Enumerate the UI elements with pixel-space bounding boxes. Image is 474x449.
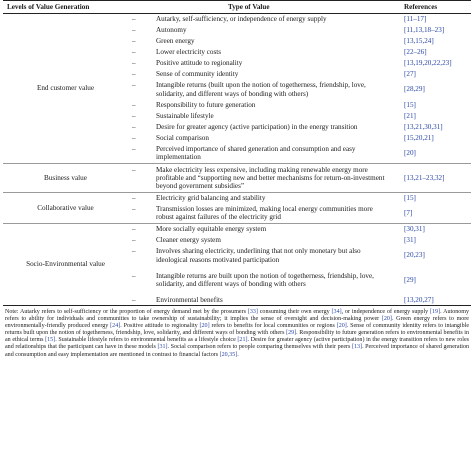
- note-text: . Sustainable lifestyle refers to environmental benefits as a lifestyle choice: [55, 337, 238, 344]
- type-of-value-cell: [128, 193, 396, 204]
- note-text: . Perceived importance of shared generation and consumption and easy implementation are mentioned in contrast to financial factors: [5, 344, 469, 358]
- references-cell[interactable]: [27]: [404, 69, 416, 78]
- header-levels: Levels of Value Generation: [7, 2, 90, 11]
- type-of-value-text: Transmission losses are minimized, making local energy communities more robust against failures of the electricity grid: [156, 205, 373, 222]
- dash-bullet: –: [132, 295, 136, 304]
- dash-bullet: –: [132, 58, 136, 67]
- type-of-value-cell: [128, 224, 396, 235]
- dash-bullet: –: [132, 145, 136, 154]
- dash-bullet: –: [132, 122, 136, 131]
- type-of-value-text: Desire for greater agency (active participation) in the energy transition: [156, 122, 358, 131]
- type-of-value-cell: [128, 133, 396, 144]
- type-of-value-text: Lower electricity costs: [156, 47, 222, 56]
- note-text: , or independence of energy supply: [341, 309, 431, 315]
- dash-bullet: –: [132, 25, 136, 34]
- citation-link[interactable]: [20]: [199, 323, 210, 330]
- dash-bullet: –: [132, 225, 136, 234]
- header-references: References: [404, 2, 438, 11]
- level-label: End customer value: [36, 84, 95, 93]
- type-of-value-text: Responsibility to future generation: [156, 100, 256, 109]
- table-row: [3, 193, 471, 204]
- type-of-value-cell: [128, 14, 396, 25]
- note-text: . Positive attitude to regionality: [120, 323, 200, 330]
- type-of-value-cell: [128, 266, 396, 295]
- citation-link[interactable]: [19]: [430, 309, 441, 315]
- citation-link[interactable]: [20]: [336, 323, 347, 330]
- type-of-value-text: More socially equitable energy system: [156, 225, 267, 234]
- type-of-value-text: Autarky, self-sufficiency, or independence of energy supply: [156, 15, 327, 24]
- header-type: Type of Value: [228, 2, 270, 11]
- table-body: [3, 14, 471, 306]
- type-of-value-text: Sustainable lifestyle: [156, 111, 214, 120]
- type-of-value-text: Green energy: [156, 36, 195, 45]
- type-of-value-text: Sense of community identity: [156, 69, 239, 78]
- dash-bullet: –: [132, 194, 136, 203]
- references-cell[interactable]: [13,21–23,32]: [396, 164, 471, 193]
- level-label: Socio-Environmental value: [3, 224, 128, 306]
- citation-link[interactable]: [21]: [237, 337, 248, 344]
- table-row: [3, 164, 471, 193]
- type-of-value-cell: [128, 122, 396, 133]
- type-of-value-cell: [128, 69, 396, 80]
- note-text: . Responsibility to future generation refers to environmental benefits in an ethical terms: [5, 330, 469, 344]
- note-text: . Desire for greater agency (active participation) in the energy transition refers to new roles and relationships that the participant can have in these models: [5, 337, 469, 351]
- type-of-value-text: Intangible returns (built upon the notion of togetherness, friendship, love, solidarity, and different ways of bonding with others): [156, 81, 366, 98]
- type-of-value-cell: [128, 164, 396, 193]
- note-text: . Sense of community identity refers to intangible returns built upon the notion of togetherness, friendship, love, solidarity, and different ways of bonding with others: [5, 323, 470, 337]
- dash-bullet: –: [132, 235, 136, 244]
- level-label: Business value: [3, 164, 128, 193]
- dash-bullet: –: [132, 81, 136, 90]
- value-generation-table: [3, 0, 471, 306]
- note-text: refers to benefits for local communities or regions: [209, 323, 337, 330]
- dash-bullet: –: [132, 271, 136, 280]
- type-of-value-cell: [128, 80, 396, 100]
- table-row: [3, 14, 471, 25]
- references-cell[interactable]: [15]: [396, 193, 471, 204]
- references-cell[interactable]: [20,23]: [404, 251, 425, 260]
- table-note: [3, 309, 471, 359]
- citation-link[interactable]: [31]: [157, 344, 168, 351]
- references-cell[interactable]: [15,20,21]: [404, 133, 434, 142]
- type-of-value-text: Cleaner energy system: [156, 235, 221, 244]
- citation-link[interactable]: [29]: [286, 330, 297, 337]
- type-of-value-cell: [128, 246, 396, 266]
- type-of-value-cell: [128, 36, 396, 47]
- references-cell[interactable]: [28,29]: [404, 85, 425, 94]
- dash-bullet: –: [132, 133, 136, 142]
- dash-bullet: –: [132, 165, 136, 174]
- level-label: Collaborative value: [3, 193, 128, 224]
- references-cell[interactable]: [30,31]: [396, 224, 471, 235]
- citation-link[interactable]: [20]: [381, 316, 392, 323]
- references-cell[interactable]: [20]: [404, 149, 416, 158]
- type-of-value-text: Intangible returns are built upon the notion of togetherness, friendship, love, solidarity, and different ways of bonding with others: [156, 271, 374, 288]
- citation-link[interactable]: [33]: [247, 309, 258, 315]
- references-cell[interactable]: [15]: [404, 100, 416, 109]
- dash-bullet: –: [132, 111, 136, 120]
- citation-link[interactable]: [13]: [351, 344, 363, 351]
- type-of-value-cell: [128, 235, 396, 246]
- note-text: . Autonomy refers to ability for individuals and communities to take ownership of sustainability; it implies the sense of oversight and decision-making power: [5, 309, 469, 323]
- references-cell[interactable]: [11,13,18–23]: [404, 25, 445, 34]
- type-of-value-text: Autonomy: [156, 25, 187, 34]
- type-of-value-text: Make electricity less expensive, including making renewable energy more profitable and “supporting new and better mechanisms for return-on-investment beyond government subsidies”: [156, 165, 385, 191]
- note-text: consuming their own energy: [257, 309, 332, 315]
- type-of-value-cell: [128, 144, 396, 164]
- dash-bullet: –: [132, 69, 136, 78]
- type-of-value-text: Perceived importance of shared generation and consumption and easy implementation: [156, 145, 356, 162]
- dash-bullet: –: [132, 47, 136, 56]
- type-of-value-cell: [128, 100, 396, 111]
- header-row: [3, 1, 471, 14]
- citation-link[interactable]: [24]: [110, 323, 121, 330]
- references-cell[interactable]: [7]: [404, 209, 413, 218]
- citation-link[interactable]: [34]: [331, 309, 342, 315]
- references-cell[interactable]: [13,21,30,31]: [404, 122, 443, 131]
- references-cell[interactable]: [22–26]: [404, 47, 427, 56]
- table-container: [3, 0, 471, 365]
- type-of-value-text: Positive attitude to regionality: [156, 58, 243, 67]
- type-of-value-text: Social comparison: [156, 133, 209, 142]
- references-cell[interactable]: [29]: [404, 275, 416, 284]
- references-cell[interactable]: [11–17]: [404, 15, 427, 24]
- type-of-value-cell: [128, 111, 396, 122]
- note-text: . Social comparison refers to people comparing themselves with their peers: [167, 344, 352, 351]
- dash-bullet: –: [132, 100, 136, 109]
- citation-link[interactable]: [20,35]: [219, 351, 238, 358]
- citation-link[interactable]: [15]: [45, 337, 56, 344]
- type-of-value-cell: [128, 25, 396, 36]
- note-text: Note: Autarky refers to self-sufficiency or the proportion of energy demand met by the prosumers: [5, 309, 248, 315]
- dash-bullet: –: [132, 36, 136, 45]
- dash-bullet: –: [132, 15, 136, 24]
- type-of-value-cell: [128, 47, 396, 58]
- type-of-value-cell: [128, 295, 396, 306]
- dash-bullet: –: [132, 205, 136, 214]
- references-cell[interactable]: [13,19,20,22,23]: [404, 58, 452, 67]
- note-text: . Green energy refers to more environmentally-friendly produced energy: [5, 316, 469, 330]
- references-cell[interactable]: [21]: [404, 111, 416, 120]
- note-text: .: [237, 351, 239, 358]
- references-cell[interactable]: [31]: [404, 235, 416, 244]
- type-of-value-text: Electricity grid balancing and stability: [156, 194, 266, 203]
- references-cell[interactable]: [13,20,27]: [404, 295, 434, 304]
- references-cell[interactable]: [13,15,24]: [404, 36, 434, 45]
- type-of-value-cell: [128, 204, 396, 224]
- type-of-value-text: Environmental benefits: [156, 295, 223, 304]
- type-of-value-text: Involves sharing electricity, underlining that not only monetary but also ideological reasons motivated participation: [156, 247, 361, 264]
- dash-bullet: –: [132, 247, 136, 256]
- type-of-value-cell: [128, 58, 396, 69]
- table-row: [3, 224, 471, 235]
